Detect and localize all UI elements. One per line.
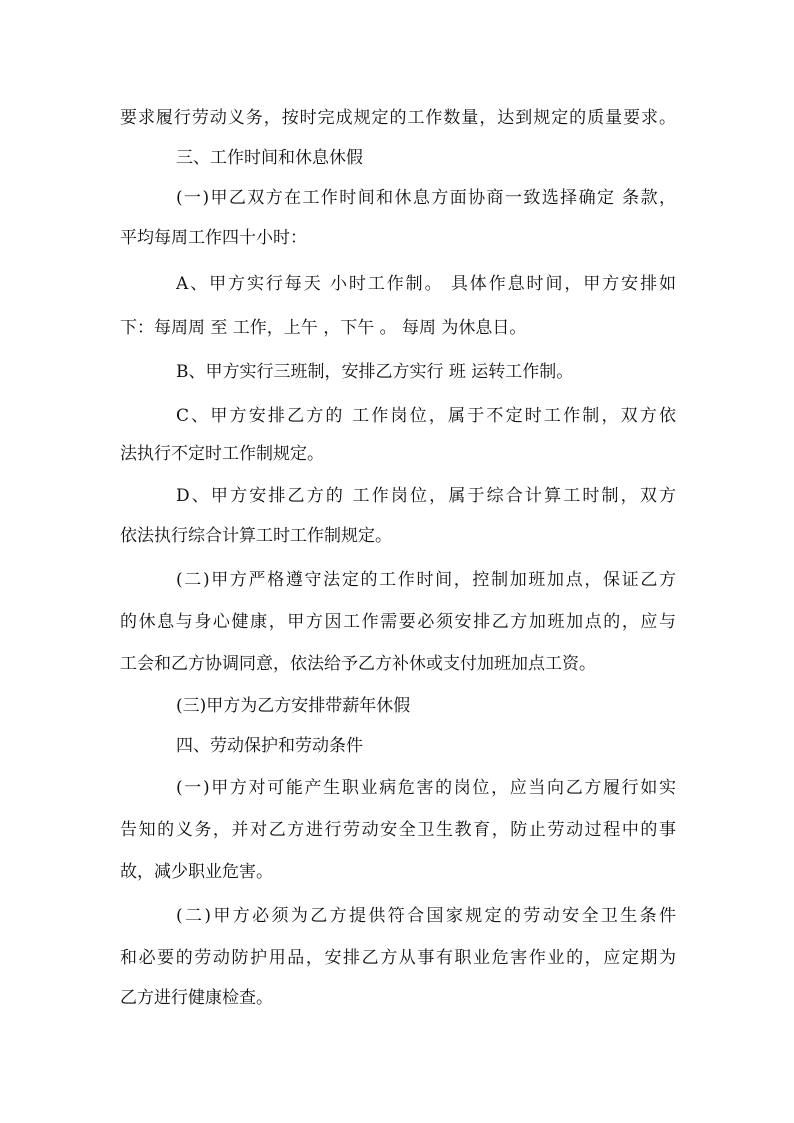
section-heading-work-time: 三、工作时间和休息休假 [176, 148, 363, 168]
text-line: 故，减少职业危害。 [120, 862, 273, 882]
text-line: B、甲方实行三班制，安排乙方实行 班 运转工作制。 [176, 362, 574, 382]
text-line: (二)甲方严格遵守法定的工作时间，控制加班加点，保证乙方 [176, 570, 676, 590]
text-line: 的休息与身心健康，甲方因工作需要必须安排乙方加班加点的，应与 [120, 612, 676, 632]
text-line: 法执行不定时工作制规定。 [120, 444, 324, 464]
text-line: (三)甲方为乙方安排带薪年休假 [176, 696, 411, 716]
text-line: 平均每周工作四十小时： [120, 228, 307, 248]
section-heading-labor-protection: 四、劳动保护和劳动条件 [176, 736, 363, 756]
text-line: 乙方进行健康检查。 [120, 988, 273, 1008]
text-line: A、甲方实行每天 小时工作制。 具体作息时间，甲方安排如 [176, 274, 676, 294]
text-line: D、甲方安排乙方的 工作岗位，属于综合计算工时制，双方 [176, 486, 676, 506]
text-line: 要求履行劳动义务，按时完成规定的工作数量，达到规定的质量要求。 [120, 108, 676, 128]
text-line: C、甲方安排乙方的 工作岗位，属于不定时工作制，双方依 [176, 406, 676, 426]
text-line: 下：每周周 至 工作，上午 ，下午 。 每周 为休息日。 [120, 318, 527, 338]
text-line: 工会和乙方协调同意，依法给予乙方补休或支付加班加点工资。 [120, 654, 596, 674]
text-line: 依法执行综合计算工时工作制规定。 [120, 526, 392, 546]
text-line: (一)甲方对可能产生职业病危害的岗位，应当向乙方履行如实 [176, 778, 676, 798]
text-line: (二)甲方必须为乙方提供符合国家规定的劳动安全卫生条件 [176, 906, 676, 926]
text-line: (一)甲乙双方在工作时间和休息方面协商一致选择确定 条款， [176, 188, 676, 208]
text-line: 告知的义务，并对乙方进行劳动安全卫生教育，防止劳动过程中的事 [120, 820, 676, 840]
text-line: 和必要的劳动防护用品，安排乙方从事有职业危害作业的，应定期为 [120, 948, 676, 968]
